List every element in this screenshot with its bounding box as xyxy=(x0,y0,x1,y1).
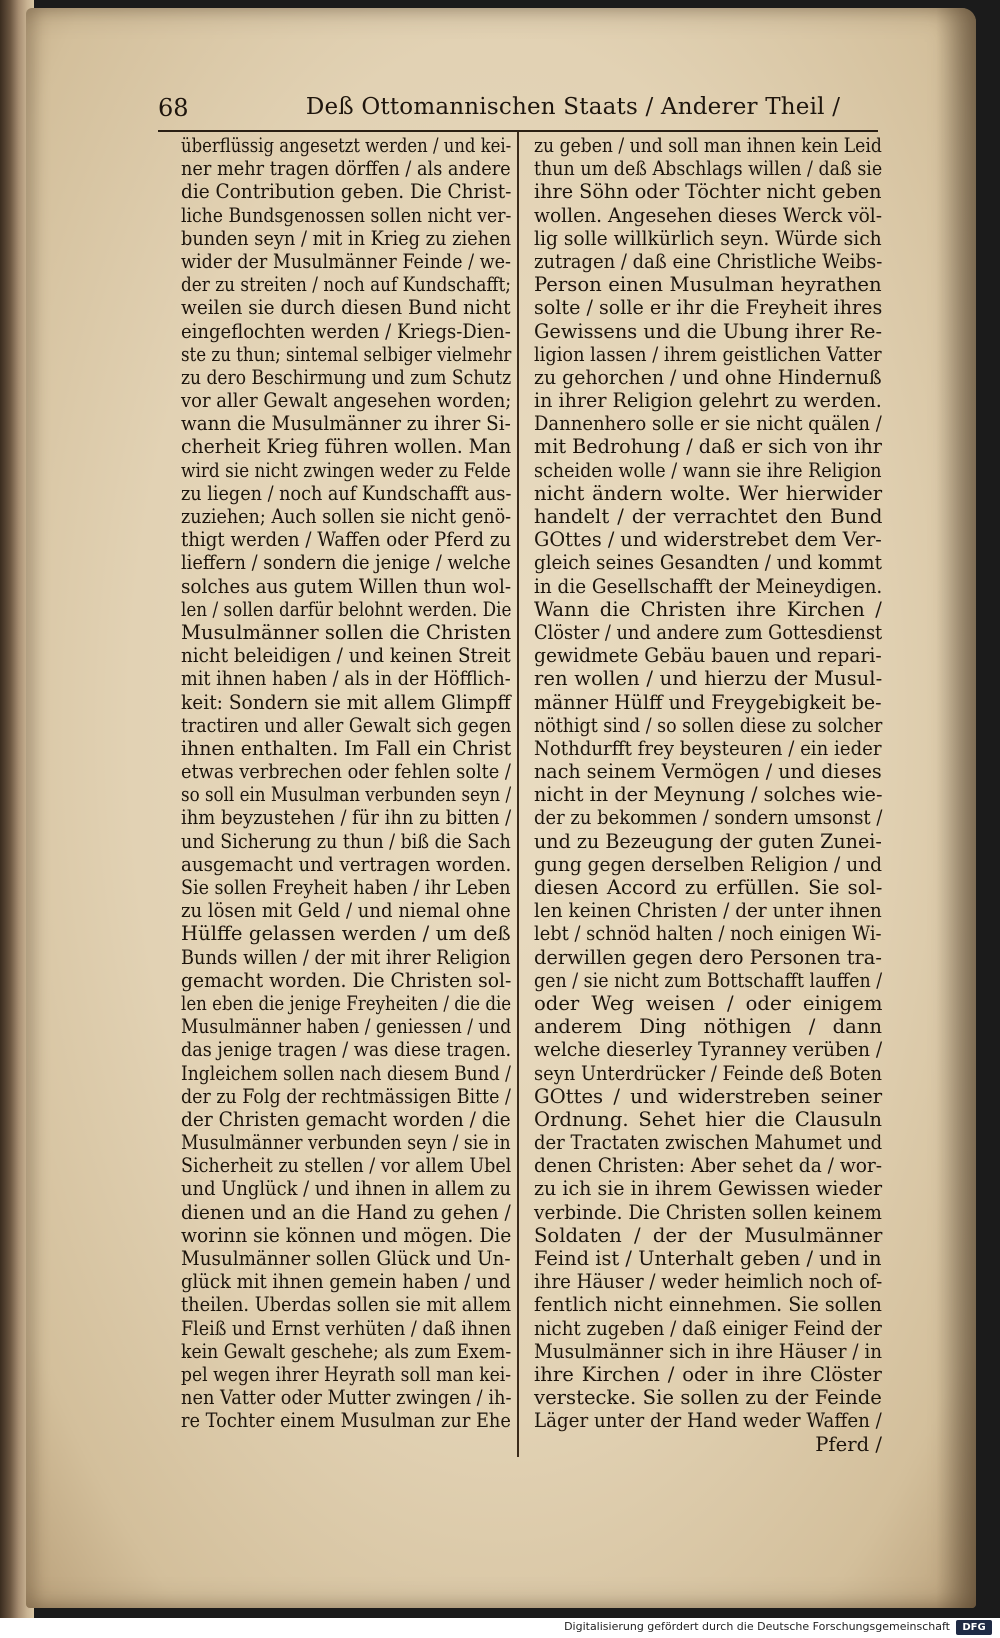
text-line: das jenige tragen / was diese tragen. xyxy=(181,1038,512,1062)
text-line: Bunds willen / der mit ihrer Religion xyxy=(181,945,511,969)
text-line: Feind ist / Unterhalt geben / und in xyxy=(534,1247,882,1270)
text-line: ihre Häuser / weder heimlich noch of- xyxy=(534,1270,883,1294)
running-title: Deß Ottomannischen Staats / Anderer Theil / xyxy=(305,94,841,120)
text-line: gen / sie nicht zum Bottschafft lauffen / xyxy=(534,968,883,992)
text-line: GOttes / und widerstreben seiner xyxy=(534,1084,883,1108)
text-line: derwillen gegen dero Personen tra- xyxy=(534,945,882,969)
text-line: diesen Accord zu erfüllen. Sie sol- xyxy=(534,876,883,899)
text-line: handelt / der verrachtet den Bund xyxy=(534,505,883,528)
text-line: verbinde. Die Christen sollen keinem xyxy=(534,1200,882,1224)
text-line: etwas verbrechen oder fehlen solte / xyxy=(181,760,511,784)
text-line: oder Weg weisen / oder einigem xyxy=(534,991,883,1015)
left-text-column xyxy=(181,134,511,1433)
text-line: nach seinem Vermögen / und dieses xyxy=(534,760,882,784)
text-line: und Unglück / und ihnen in allem zu xyxy=(181,1177,512,1201)
text-line: zu liegen / noch auf Kundschafft aus- xyxy=(181,481,512,505)
text-line: Ingleichem sollen nach diesem Bund / xyxy=(181,1061,511,1085)
text-line: lieffern / sondern die jenige / welche xyxy=(181,551,511,575)
text-line: gleich seines Gesandten / und kommt xyxy=(534,551,882,575)
text-line: seyn Unterdrücker / Feinde deß Boten xyxy=(534,1061,883,1085)
text-line: zu dero Beschirmung und zum Schutz xyxy=(181,365,512,389)
text-line: der Tractaten zwischen Mahumet und xyxy=(534,1131,883,1155)
text-line: Wann die Christen ihre Kirchen / xyxy=(534,597,882,621)
text-line: dienen und an die Hand zu gehen / xyxy=(181,1200,511,1224)
text-line: liche Bundsgenossen sollen nicht ver- xyxy=(181,203,512,227)
text-line: überflüssig angesetzt werden / und kei- xyxy=(181,134,512,157)
text-line: verstecke. Sie sollen zu der Feinde xyxy=(534,1386,882,1410)
text-line: männer Hülff und Freygebigkeit be- xyxy=(534,690,882,714)
text-line: ren wollen / und hierzu der Musul- xyxy=(534,667,883,691)
dfg-logo-icon: DFG xyxy=(956,1620,992,1635)
text-line: ner mehr tragen dörffen / als andere xyxy=(181,157,511,181)
text-line: nicht ändern wolte. Wer hierwider xyxy=(534,481,883,505)
text-line: mit ihnen haben / als in der Höfflich- xyxy=(181,667,511,691)
text-line: Clöster / und andere zum Gottesdienst xyxy=(534,620,883,644)
text-line: Musulmänner verbunden seyn / sie in xyxy=(181,1131,511,1155)
text-line: in die Gesellschafft der Meineydigen. xyxy=(534,574,883,598)
digitization-credit: Digitalisierung gefördert durch die Deutsche Forschungsgemeinschaft xyxy=(564,1620,950,1633)
text-line: zu ich sie in ihrem Gewissen wieder xyxy=(534,1177,883,1201)
text-line: gemacht worden. Die Christen sol- xyxy=(181,968,512,992)
text-line: scheiden wolle / wann sie ihre Religion xyxy=(534,458,882,482)
text-line: wird sie nicht zwingen weder zu Felde xyxy=(181,458,511,482)
text-line: Musulmänner haben / geniessen / und xyxy=(181,1015,512,1039)
text-line: re Tochter einem Musulman zur Ehe xyxy=(181,1409,511,1433)
catchword: Pferd / xyxy=(815,1432,882,1456)
text-line: der zu Folg der rechtmässigen Bitte / xyxy=(181,1084,511,1108)
text-line: die Contribution geben. Die Christ- xyxy=(181,180,512,204)
text-line: Gewissens und die Ubung ihrer Re- xyxy=(534,319,883,343)
footer-bar xyxy=(0,1618,1000,1638)
text-line: len / sollen darfür belohnt werden. Die xyxy=(181,597,512,621)
text-line: Hülffe gelassen werden / um deß xyxy=(181,922,511,946)
text-line: Soldaten / der der Musulmänner xyxy=(534,1223,883,1247)
text-line: GOttes / und widerstrebet dem Ver- xyxy=(534,528,882,552)
text-line: wollen. Angesehen dieses Werck völ- xyxy=(534,203,883,227)
text-line: len eben die jenige Freyheiten / die die xyxy=(181,991,512,1015)
text-line: zuziehen; Auch sollen sie nicht genö- xyxy=(181,505,512,528)
column-divider xyxy=(517,132,519,1457)
text-line: theilen. Uberdas sollen sie mit allem xyxy=(181,1293,512,1317)
text-line: nen Vatter oder Mutter zwingen / ih- xyxy=(181,1386,512,1410)
text-line: Sie sollen Freyheit haben / ihr Leben xyxy=(181,876,511,899)
text-line: glück mit ihnen gemein haben / und xyxy=(181,1270,511,1294)
text-line: nicht zugeben / daß einiger Feind der xyxy=(534,1316,882,1340)
text-line: der zu bekommen / sondern umsonst / xyxy=(534,806,883,830)
text-line: ihre Söhn oder Töchter nicht geben xyxy=(534,180,882,204)
text-line: thun um deß Abschlags willen / daß sie xyxy=(534,157,883,181)
text-line: Ordnung. Sehet hier die Clausuln xyxy=(534,1107,882,1131)
text-line: der zu streiten / noch auf Kundschafft; xyxy=(181,273,511,297)
text-line: Musulmänner sich in ihre Häuser / in xyxy=(534,1339,883,1363)
text-line: mit Bedrohung / daß er sich von ihr xyxy=(534,435,882,459)
text-line: so soll ein Musulman verbunden seyn / xyxy=(181,783,512,807)
text-line: zu gehorchen / und ohne Hindernuß xyxy=(534,365,882,389)
text-line: ligion lassen / ihrem geistlichen Vatter xyxy=(534,342,882,366)
text-line: thigt werden / Waffen oder Pferd zu xyxy=(181,528,512,552)
running-head xyxy=(158,90,878,132)
text-line: und zu Bezeugung der guten Zunei- xyxy=(534,829,882,853)
text-line: bunden seyn / mit in Krieg zu ziehen xyxy=(181,226,512,250)
text-line: worinn sie können und mögen. Die xyxy=(181,1223,512,1247)
text-line: pel wegen ihrer Heyrath soll man kei- xyxy=(181,1362,512,1386)
text-line: solte / solle er ihr die Freyheit ihres xyxy=(534,296,883,320)
text-line: len keinen Christen / der unter ihnen xyxy=(534,899,882,923)
text-line: ihre Kirchen / oder in ihre Clöster xyxy=(534,1362,882,1386)
text-line: Musulmänner sollen die Christen xyxy=(181,620,512,644)
text-line: anderem Ding nöthigen / dann xyxy=(534,1015,883,1039)
text-line: fentlich nicht einnehmen. Sie sollen xyxy=(534,1293,882,1317)
text-line: ihnen enthalten. Im Fall ein Christ xyxy=(181,736,512,760)
text-line: nicht beleidigen / und keinen Streit xyxy=(181,644,511,668)
text-line: Fleiß und Ernst verhüten / daß ihnen xyxy=(181,1316,512,1340)
text-line: Sicherheit zu stellen / vor allem Ubel xyxy=(181,1154,512,1178)
text-line: denen Christen: Aber sehet da / wor- xyxy=(534,1154,883,1178)
text-line: wider der Musulmänner Feinde / we- xyxy=(181,249,511,273)
text-line: Läger unter der Hand weder Waffen / xyxy=(534,1409,882,1433)
text-line: ste zu thun; sintemal selbiger vielmehr xyxy=(181,342,512,366)
text-line: Musulmänner sollen Glück und Un- xyxy=(181,1247,511,1270)
text-line: Person einen Musulman heyrathen xyxy=(534,273,882,297)
text-line: zutragen / daß eine Christliche Weibs- xyxy=(534,249,883,273)
text-line: eingeflochten werden / Kriegs-Dien- xyxy=(181,319,511,343)
text-line: kein Gewalt geschehe; als zum Exem- xyxy=(181,1339,512,1363)
text-line: der Christen gemacht worden / die xyxy=(181,1107,511,1131)
text-line: zu geben / und soll man ihnen kein Leid xyxy=(534,134,882,157)
text-line: ihm beyzustehen / für ihn zu bitten / xyxy=(181,806,512,830)
page-number: 68 xyxy=(158,94,189,122)
text-line: lig solle willkürlich seyn. Würde sich xyxy=(534,226,882,250)
text-line: ausgemacht und vertragen worden. xyxy=(181,852,512,876)
text-line: welche dieserley Tyranney verüben / xyxy=(534,1038,883,1062)
text-line: Dannenhero solle er sie nicht quälen / xyxy=(534,412,882,436)
text-line: und Sicherung zu thun / biß die Sach xyxy=(181,829,511,853)
page-gutter-shadow xyxy=(936,8,976,1608)
text-line: Nothdurfft frey beysteuren / ein ieder xyxy=(534,736,882,760)
text-line: zu lösen mit Geld / und niemal ohne xyxy=(181,899,511,923)
text-line: in ihrer Religion gelehrt zu werden. xyxy=(534,389,882,413)
right-text-column xyxy=(534,134,882,1456)
text-line: gung gegen derselben Religion / und xyxy=(534,852,883,876)
text-line: gewidmete Gebäu bauen und repari- xyxy=(534,644,882,668)
text-line: wann die Musulmänner zu ihrer Si- xyxy=(181,412,511,436)
text-line: tractiren und aller Gewalt sich gegen xyxy=(181,713,512,737)
text-line: nöthigt sind / so sollen diese zu solcher xyxy=(534,713,883,737)
text-line: keit: Sondern sie mit allem Glimpff xyxy=(181,690,511,714)
text-line: vor aller Gewalt angesehen worden; xyxy=(181,389,512,413)
text-line: cherheit Krieg führen wollen. Man xyxy=(181,435,512,459)
text-line: nicht in der Meynung / solches wie- xyxy=(534,783,883,807)
text-line: weilen sie durch diesen Bund nicht xyxy=(181,296,511,320)
text-line: lebt / schnöd halten / noch einigen Wi- xyxy=(534,922,882,946)
text-line: solches aus gutem Willen thun wol- xyxy=(181,574,512,598)
